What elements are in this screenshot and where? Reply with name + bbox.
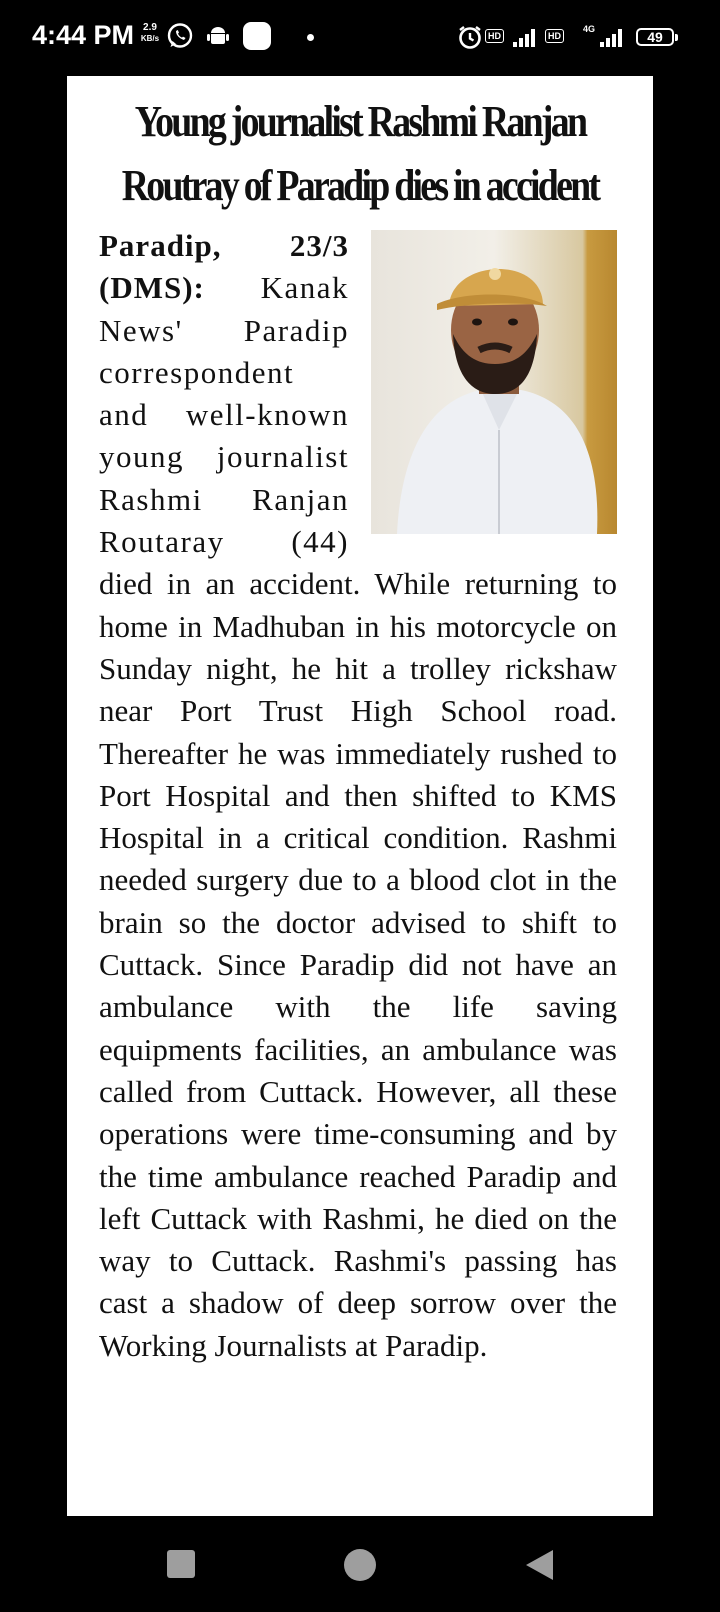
- signal-icon-2: [599, 26, 627, 48]
- article-body: [99, 225, 617, 1367]
- hd-voice-badge-1: HD: [485, 29, 504, 43]
- hd-voice-badge-2: HD: [545, 29, 564, 43]
- article-dateline: Paradip, 23/3 (DMS):: [99, 228, 349, 306]
- battery-level: 49: [647, 29, 663, 45]
- network-speed-value: 2.9: [143, 22, 157, 33]
- headline-line-1: Young journalist Rashmi Ranjan: [134, 97, 586, 146]
- alarm-icon: [457, 24, 483, 50]
- status-time: 4:44 PM: [32, 20, 135, 50]
- headline: [108, 90, 612, 218]
- article-text: died in an accident. While returning to home in Madhuban in his motorcycle on Sunday night, he hit a trolley rickshaw near Port Trust High School road. Thereafter he was immediately rushed to Port Hospital and then shifted to KMS Hospital in a critical condition. Rashmi needed surgery due to a blood clot in the brain so the doctor advised to shift to Cuttack. Since Paradip did not have an ambulance with the life saving equipments facilities, an ambulance was called from Cuttack. However, all these operations were time-consuming and by the time ambulance reached Paradip and left Cuttack with Rashmi, he died on the way to Cuttack. Rashmi's passing has cast a shadow of deep sorrow over the Working Journalists at Paradip.: [99, 566, 617, 1363]
- back-triangle-icon[interactable]: [523, 1548, 555, 1582]
- network-speed: [138, 22, 162, 44]
- recents-square-icon[interactable]: [165, 1548, 197, 1580]
- signal-icon: [512, 26, 540, 48]
- network-speed-unit: KB/s: [140, 34, 160, 43]
- app-notification-icon: [242, 21, 272, 51]
- journalist-portrait-illustration: [371, 230, 617, 534]
- navigation-bar: [0, 1516, 720, 1612]
- battery-indicator: [636, 28, 674, 46]
- android-icon: [206, 24, 230, 48]
- journalist-photo: [371, 230, 617, 534]
- headline-line-2: Routray of Paradip dies in accident: [121, 161, 599, 210]
- article-intro: Kanak News' Paradip correspondent and well-known young journalist Rashmi Ranjan Routaray (44): [99, 270, 349, 560]
- status-bar: [0, 0, 720, 76]
- network-type: 4G: [583, 24, 596, 34]
- whatsapp-icon: [166, 22, 194, 50]
- news-clipping: [67, 76, 653, 1516]
- home-circle-icon[interactable]: [343, 1548, 377, 1582]
- more-notifications-dot: [307, 34, 314, 41]
